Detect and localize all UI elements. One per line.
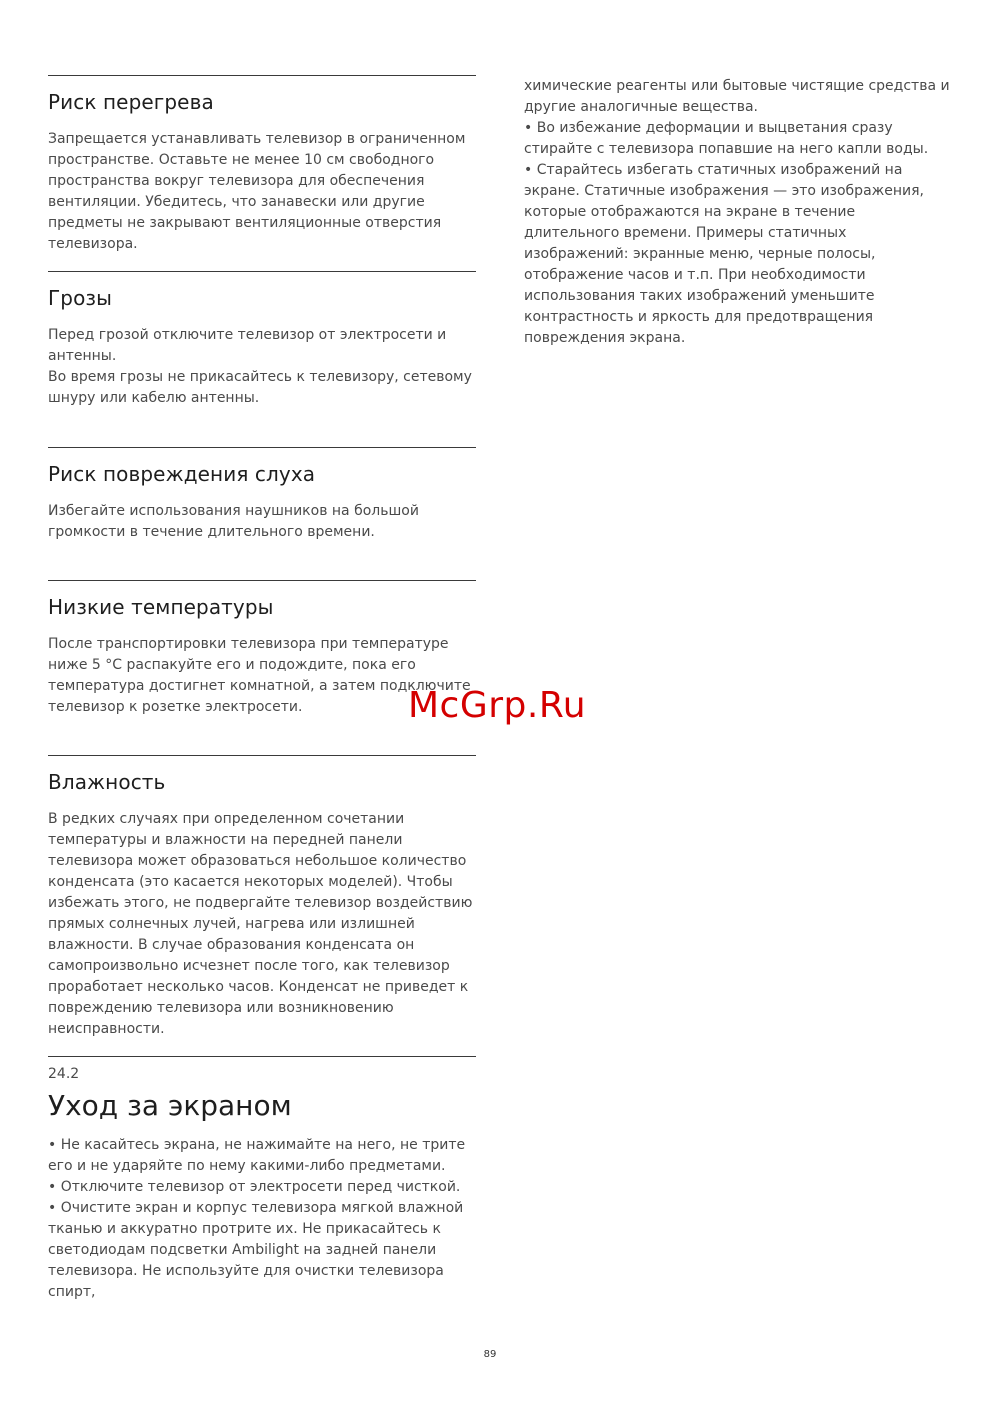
section-hearing-damage	[48, 447, 476, 543]
section-title: Риск повреждения слуха	[48, 462, 316, 486]
chapter-text: • Не касайтесь экрана, не нажимайте на него, не трите его и не ударяйте по нему какими-либо предметами. • Отключите телевизор от электросети перед чисткой. • Очистите экран и корпус телевизора мягкой влажной тканью и аккуратно протрите их. Не прикасайтесь к светодиодам подсветки Ambilight на задней панели телевизора. Не используйте для очистки телевизора спирт,	[48, 1137, 466, 1300]
section-title: Риск перегрева	[48, 90, 214, 114]
right-column	[524, 76, 952, 349]
section-thunderstorm	[48, 271, 476, 409]
page-number: 89	[483, 1349, 497, 1360]
section-humidity	[48, 755, 476, 1040]
section-text: В редких случаях при определенном сочетании температуры и влажности на передней панели телевизора может образоваться небольшое количество конденсата (это касается некоторых моделей). Чтобы избежать этого, не подвергайте телевизор воздействию прямых солнечных лучей, нагрева или излишней влажности. В случае образования конденсата он самопроизвольно исчезнет после того, как телевизор проработает несколько часов. Конденсат не приведет к повреждению телевизора или возникновению неисправности.	[48, 811, 473, 1037]
section-text: После транспортировки телевизора при температуре ниже 5 °C распакуйте его и подождите, пока его температура достигнет комнатной, а затем подключите телевизор к розетке электросети.	[48, 636, 471, 715]
section-text: Запрещается устанавливать телевизор в ограниченном пространстве. Оставьте не менее 10 см свободного пространства вокруг телевизора для обеспечения вентиляции. Убедитесь, что занавески или другие предметы не закрывают вентиляционные отверстия телевизора.	[48, 131, 466, 252]
section-title: Грозы	[48, 286, 113, 310]
section-overheat	[48, 75, 476, 255]
section-text: Перед грозой отключите телевизор от электросети и антенны. Во время грозы не прикасайтесь к телевизору, сетевому шнуру или кабелю антенны.	[48, 327, 472, 406]
section-text: Избегайте использования наушников на большой громкости в течение длительного времени.	[48, 503, 419, 540]
section-title: Влажность	[48, 770, 166, 794]
section-title: Низкие температуры	[48, 595, 274, 619]
chapter-title: Уход за экраном	[48, 1089, 292, 1122]
watermark: McGrp.Ru	[408, 685, 587, 726]
chapter-number: 24.2	[48, 1066, 80, 1082]
chapter-screen-care	[48, 1056, 476, 1303]
continued-text: химические реагенты или бытовые чистящие средства и другие аналогичные вещества. • Во избежание деформации и выцветания сразу стирайте с телевизора попавшие на него капли воды. • Старайтесь избегать статичных изображений на экране. Статичные изображения — это изображения, которые отображаются на экране в течение длительного времени. Примеры статичных изображений: экранные меню, черные полосы, отображение часов и т.п. При необходимости использования таких изображений уменьшите контрастность и яркость для предотвращения повреждения экрана.	[524, 78, 950, 346]
